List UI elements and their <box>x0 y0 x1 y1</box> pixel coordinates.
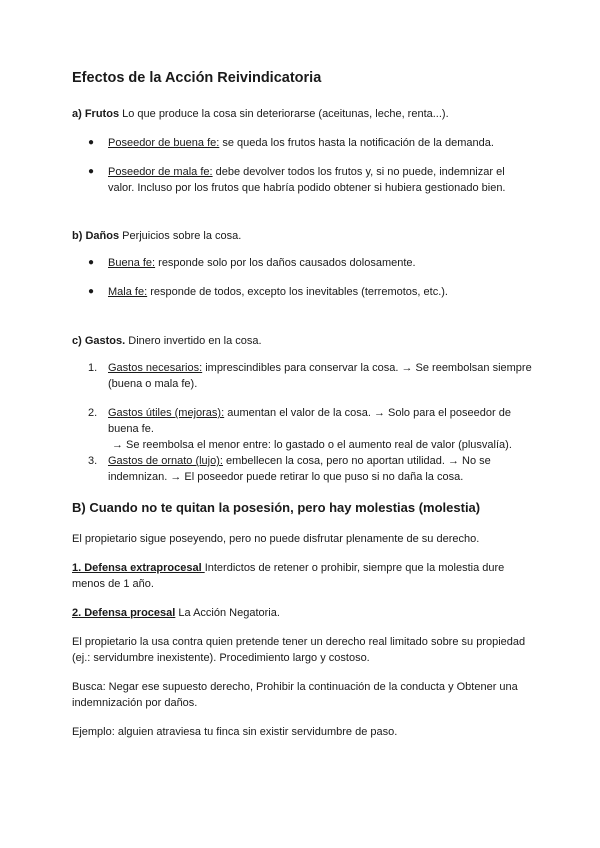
item-text: imprescindibles para conservar la cosa. → Se reembolsan siempre (buena o mala fe). <box>108 362 532 390</box>
item-text: aumentan el valor de la cosa. → Solo para el poseedor de buena fe. <box>108 407 511 435</box>
item-number: 1. <box>88 362 98 374</box>
item-number: 2. <box>88 407 98 419</box>
defense-2-text: La Acción Negatoria. <box>175 607 280 619</box>
section-a-list <box>72 135 532 196</box>
section-b-heading <box>72 228 532 244</box>
paragraph: Ejemplo: alguien atraviesa tu finca sin existir servidumbre de paso. <box>72 726 398 738</box>
item-term: Gastos necesarios: <box>108 362 203 374</box>
section-B-intro: El propietario sigue poseyendo, pero no puede disfrutar plenamente de su derecho. <box>72 533 480 545</box>
section-b-list <box>72 255 532 300</box>
bullet-icon: ● <box>88 286 95 297</box>
section-b-label: b) Daños <box>72 230 120 242</box>
item-term: Gastos útiles (mejoras): <box>108 407 225 419</box>
paragraph: Busca: Negar ese supuesto derecho, Prohibir la continuación de la conducta y Obtener una indemnización por daños. <box>72 681 518 709</box>
section-B-heading: B) Cuando no te quitan la posesión, pero hay molestias (molestia) <box>72 500 481 515</box>
defense-procesal <box>72 605 532 621</box>
bullet-icon: ● <box>88 257 95 268</box>
document-title: Efectos de la Acción Reivindicatoria <box>72 70 322 86</box>
section-c-label: c) Gastos. <box>72 335 126 347</box>
item-term: Poseedor de buena fe: <box>108 137 220 149</box>
section-c-heading <box>72 333 532 349</box>
section-a-desc: Lo que produce la cosa sin deteriorarse (aceitunas, leche, renta...). <box>119 108 449 120</box>
section-c-desc: Dinero invertido en la cosa. <box>125 335 262 347</box>
item-term: Poseedor de mala fe: <box>108 166 213 178</box>
list-item <box>72 164 532 196</box>
section-c-list <box>72 360 532 485</box>
section-a-heading <box>72 106 532 122</box>
item-text: se queda los frutos hasta la notificación de la demanda. <box>219 137 494 149</box>
defense-1-label: 1. Defensa extraprocesal <box>72 562 205 574</box>
item-text: responde de todos, excepto los inevitables (terremotos, etc.). <box>147 286 448 298</box>
list-item <box>72 405 532 453</box>
item-text: embellecen la cosa, pero no aportan utilidad. → No se indemnizan. → El poseedor puede retirar lo que puso si no daña la cosa. <box>108 455 491 483</box>
item-term: Mala fe: <box>108 286 148 298</box>
document-page <box>72 68 532 740</box>
bullet-icon: ● <box>88 137 95 148</box>
defense-2-label: 2. Defensa procesal <box>72 607 176 619</box>
item-term: Gastos de ornato (lujo): <box>108 455 223 467</box>
defense-1-text: Interdictos de retener o prohibir, siempre que la molestia dure menos de 1 año. <box>72 562 505 590</box>
item-text: responde solo por los daños causados dolosamente. <box>155 257 416 269</box>
item-term: Buena fe: <box>108 257 156 269</box>
list-item <box>72 453 532 485</box>
defense-extraprocesal <box>72 560 532 592</box>
section-b-desc: Perjuicios sobre la cosa. <box>119 230 242 242</box>
list-item <box>72 360 532 392</box>
list-item <box>72 135 532 151</box>
section-a-label: a) Frutos <box>72 108 120 120</box>
paragraph: El propietario la usa contra quien pretende tener un derecho real limitado sobre su propiedad (ej.: servidumbre inexistente). Procedimiento largo y costoso. <box>72 636 526 664</box>
item-text: debe devolver todos los frutos y, si no puede, indemnizar el valor. Incluso por los frutos que habría podido obtener si hubiera gestionado bien. <box>108 166 506 194</box>
list-item <box>72 284 532 300</box>
list-item <box>72 255 532 271</box>
item-extra: → Se reembolsa el menor entre: lo gastado o el aumento real de valor (plusvalía). <box>112 439 512 451</box>
item-number: 3. <box>88 455 98 467</box>
bullet-icon: ● <box>88 166 95 177</box>
